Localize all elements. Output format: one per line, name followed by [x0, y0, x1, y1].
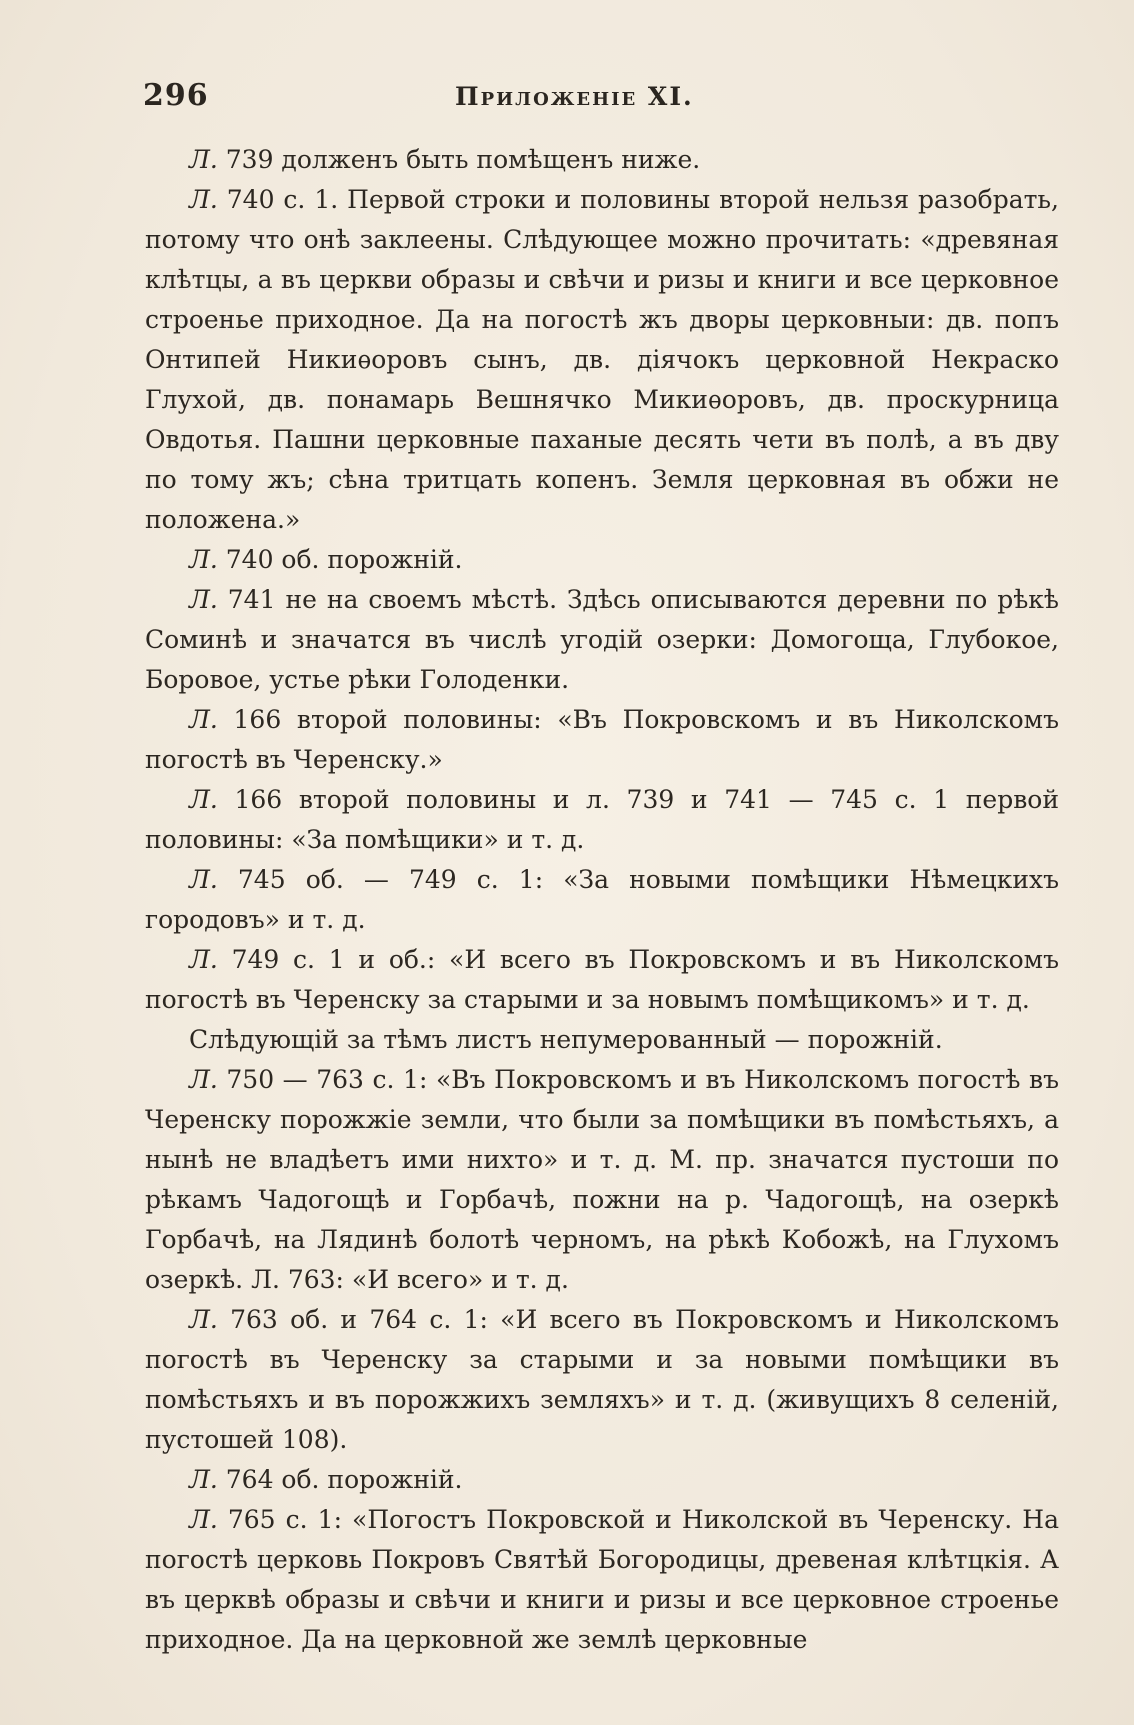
- leaf-ref: Л.: [189, 705, 218, 734]
- paragraph: [145, 700, 1059, 780]
- leaf-ref: Л.: [189, 1065, 218, 1094]
- paragraph-text: 166 второй половины и л. 739 и 741 — 745 с. 1 первой половины: «За помѣщики» и т. д.: [145, 785, 1059, 854]
- paragraph-text: Слѣдующій за тѣмъ листъ непумерованный — порожній.: [189, 1025, 943, 1054]
- leaf-ref: Л.: [189, 1505, 218, 1534]
- leaf-ref: Л.: [189, 145, 218, 174]
- paragraph: [145, 540, 1059, 580]
- paragraph-text: 750 — 763 с. 1: «Въ Покровскомъ и въ Николскомъ погостѣ въ Черенску порожжіе земли, что были за помѣщики въ помѣстьяхъ, а нынѣ не владѣетъ ими нихто» и т. д. М. пр. значатся пустоши по рѣкамъ Чадогощѣ и Горбачѣ, пожни на р. Чадогощѣ, на озеркѣ Горбачѣ, на Лядинѣ болотѣ черномъ, на рѣкѣ Кобожѣ, на Глухомъ озеркѣ. Л. 763: «И всего» и т. д.: [145, 1065, 1060, 1294]
- paragraph: [145, 140, 1059, 180]
- paragraph-text: 166 второй половины: «Въ Покровскомъ и въ Николскомъ погостѣ въ Черенску.»: [145, 705, 1059, 774]
- paragraph: [145, 1060, 1059, 1300]
- running-title: Приложеніе XI.: [455, 82, 694, 111]
- paragraph: [145, 1500, 1059, 1660]
- leaf-ref: Л.: [189, 185, 218, 214]
- paragraph: [145, 940, 1059, 1020]
- leaf-ref: Л.: [189, 865, 218, 894]
- paragraph-text: 749 с. 1 и об.: «И всего въ Покровскомъ и въ Николскомъ погостѣ въ Черенску за старыми и за новымъ помѣщикомъ» и т. д.: [145, 945, 1059, 1014]
- paragraph-text: 739 долженъ быть помѣщенъ ниже.: [225, 145, 701, 174]
- paragraph-text: 740 об. порожній.: [225, 545, 463, 574]
- leaf-ref: Л.: [189, 945, 218, 974]
- paragraph-text: 740 с. 1. Первой строки и половины второй нельзя разобрать, потому что онѣ заклеены. Слѣдующее можно прочитать: «древяная клѣтцы, а въ церкви образы и свѣчи и ризы и книги и все церковное строенье приходное. Да на погостѣ жъ дворы церковныи: дв. попъ Онтипей Никиѳоровъ сынъ, дв. діячокъ церковной Некраско Глухой, дв. понамарь Вешнячко Микиѳоровъ, дв. проскурница Овдотья. Пашни церковные паханые десять чети въ полѣ, а въ дву по тому жъ; сѣна тритцать копенъ. Земля церковная въ обжи не положена.»: [145, 185, 1059, 534]
- paragraph: [145, 860, 1059, 940]
- leaf-ref: Л.: [189, 585, 218, 614]
- paragraph: [145, 1300, 1059, 1460]
- paragraph: [145, 580, 1059, 700]
- leaf-ref: Л.: [189, 785, 218, 814]
- paragraph-text: 741 не на своемъ мѣстѣ. Здѣсь описываются деревни по рѣкѣ Соминѣ и значатся въ числѣ угодій озерки: Домогоща, Глубокое, Боровое, устье рѣки Голоденки.: [145, 585, 1059, 694]
- leaf-ref: Л.: [189, 1305, 218, 1334]
- leaf-ref: Л.: [189, 1465, 218, 1494]
- paragraph: [145, 780, 1059, 860]
- paragraph: [145, 1020, 1059, 1060]
- paragraph: [145, 1460, 1059, 1500]
- paragraph-text: 745 об. — 749 с. 1: «За новыми помѣщики Нѣмецкихъ городовъ» и т. д.: [145, 865, 1059, 934]
- body-text: [145, 140, 1059, 1660]
- paragraph-text: 763 об. и 764 с. 1: «И всего въ Покровскомъ и Николскомъ погостѣ въ Черенску за старыми и за новыми помѣщики въ помѣстьяхъ и въ порожжихъ земляхъ» и т. д. (живущихъ 8 селеній, пустошей 108).: [145, 1305, 1059, 1454]
- paragraph-text: 764 об. порожній.: [225, 1465, 463, 1494]
- paragraph-text: 765 с. 1: «Погостъ Покровской и Николской въ Черенску. На погостѣ церковь Покровъ Святѣй Богородицы, древеная клѣтцкія. А въ церквѣ образы и свѣчи и книги и ризы и все церковное строенье приходное. Да на церковной же землѣ церковные: [145, 1505, 1059, 1654]
- paragraph: [145, 180, 1059, 540]
- page-header: [143, 78, 1061, 122]
- page-number: 296: [143, 78, 209, 113]
- leaf-ref: Л.: [189, 545, 218, 574]
